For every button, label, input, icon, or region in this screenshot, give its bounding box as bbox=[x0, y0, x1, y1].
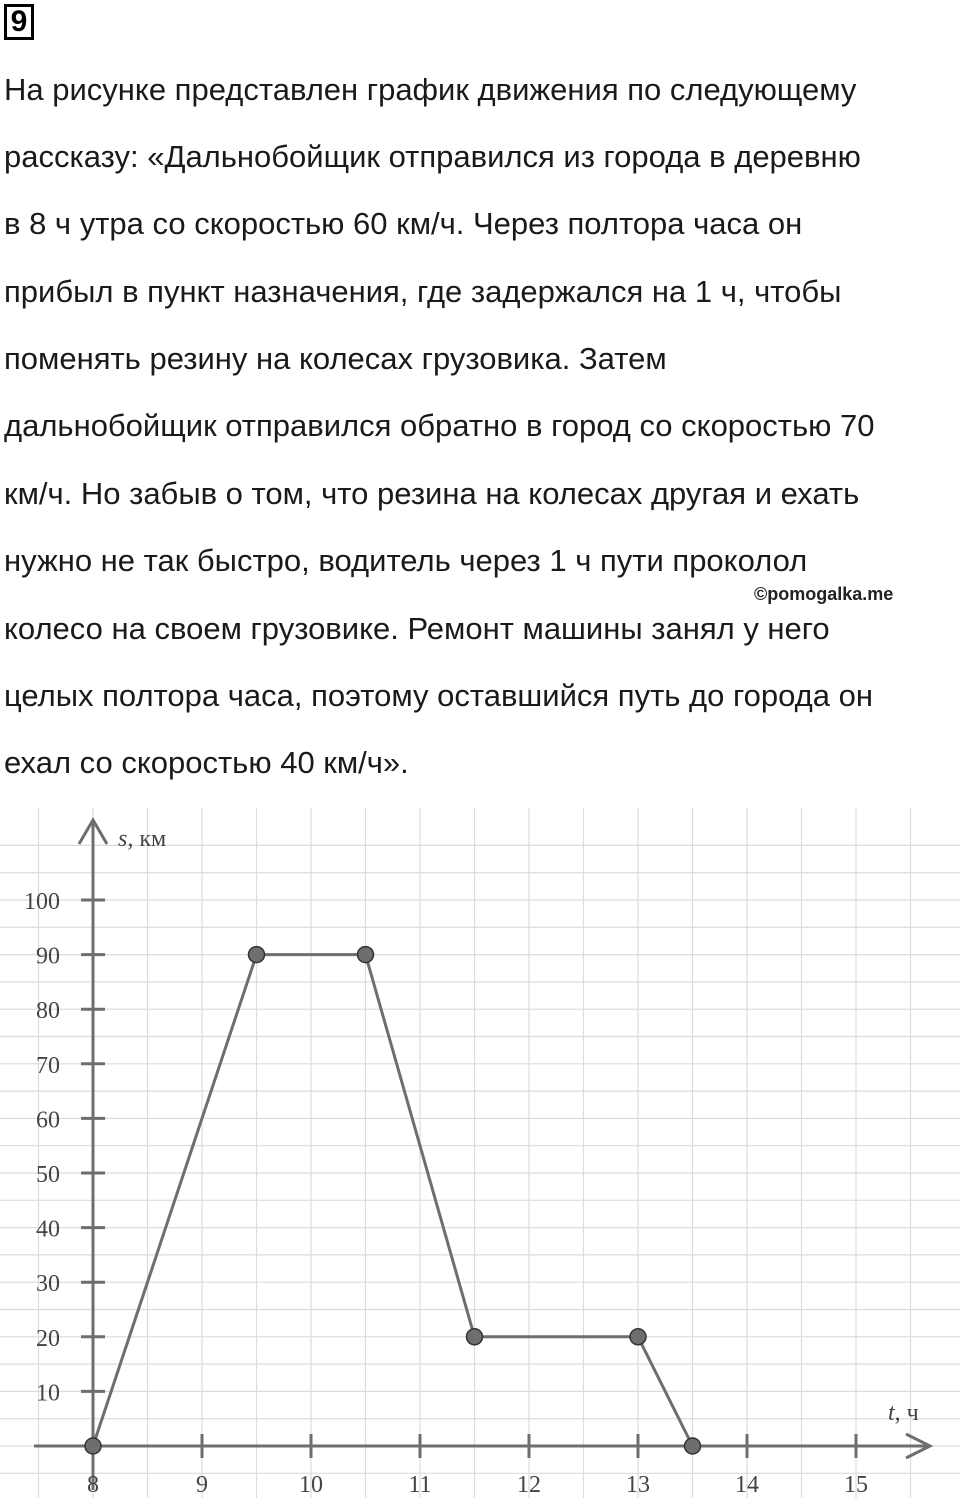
text-line: поменять резину на колесах грузовика. Затем bbox=[4, 341, 667, 376]
text-line: ехал со скоростью 40 км/ч». bbox=[4, 745, 409, 780]
y-tick-label: 80 bbox=[36, 998, 60, 1025]
chart-grid bbox=[0, 808, 960, 1498]
x-axis-unit: , ч bbox=[894, 1400, 919, 1426]
y-tick-label: 60 bbox=[36, 1107, 60, 1134]
x-axis-var: t bbox=[888, 1400, 895, 1426]
data-point bbox=[630, 1329, 646, 1345]
x-tick-label: 11 bbox=[408, 1472, 432, 1498]
y-tick-label: 10 bbox=[36, 1380, 60, 1407]
y-tick-label: 90 bbox=[36, 943, 60, 970]
y-tick-label: 40 bbox=[36, 1216, 60, 1243]
y-axis-label bbox=[118, 826, 166, 852]
x-tick-label: 8 bbox=[87, 1472, 99, 1498]
data-point bbox=[685, 1438, 701, 1454]
chart-axes bbox=[34, 820, 930, 1490]
x-tick-label: 13 bbox=[626, 1472, 650, 1498]
x-tick-label: 15 bbox=[844, 1472, 868, 1498]
y-tick-label: 70 bbox=[36, 1052, 60, 1079]
data-point bbox=[467, 1329, 483, 1345]
text-line: колесо на своем грузовике. Ремонт машины занял у него bbox=[4, 611, 830, 646]
problem-number: 9 bbox=[4, 4, 34, 40]
y-tick-label: 20 bbox=[36, 1325, 60, 1352]
text-line: км/ч. Но забыв о том, что резина на колесах другая и ехать bbox=[4, 476, 860, 511]
text-line: прибыл в пункт назначения, где задержался на 1 ч, чтобы bbox=[4, 274, 842, 309]
x-axis-label bbox=[888, 1400, 919, 1426]
data-point bbox=[85, 1438, 101, 1454]
chart-ticks bbox=[24, 889, 868, 1498]
y-tick-label: 30 bbox=[36, 1271, 60, 1298]
data-point bbox=[358, 947, 374, 963]
data-point bbox=[249, 947, 265, 963]
text-line: рассказу: «Дальнобойщик отправился из города в деревню bbox=[4, 139, 861, 174]
y-axis-var: s bbox=[118, 826, 128, 852]
text-line: нужно не так быстро, водитель через 1 ч пути проколол bbox=[4, 543, 808, 578]
distance-time-chart bbox=[0, 800, 960, 1498]
text-line: дальнобойщик отправился обратно в город со скоростью 70 bbox=[4, 408, 875, 443]
text-line: целых полтора часа, поэтому оставшийся путь до города он bbox=[4, 678, 873, 713]
watermark: ©pomogalka.me bbox=[754, 584, 894, 604]
x-tick-label: 10 bbox=[299, 1472, 323, 1498]
x-tick-label: 12 bbox=[517, 1472, 541, 1498]
y-tick-label: 50 bbox=[36, 1162, 60, 1188]
y-tick-label: 100 bbox=[24, 889, 60, 915]
x-tick-label: 14 bbox=[735, 1472, 759, 1498]
text-line: На рисунке представлен график движения по следующему bbox=[4, 72, 857, 107]
text-line: в 8 ч утра со скоростью 60 км/ч. Через полтора часа он bbox=[4, 206, 803, 241]
y-axis-unit: , км bbox=[127, 826, 167, 852]
x-tick-label: 9 bbox=[196, 1472, 208, 1498]
